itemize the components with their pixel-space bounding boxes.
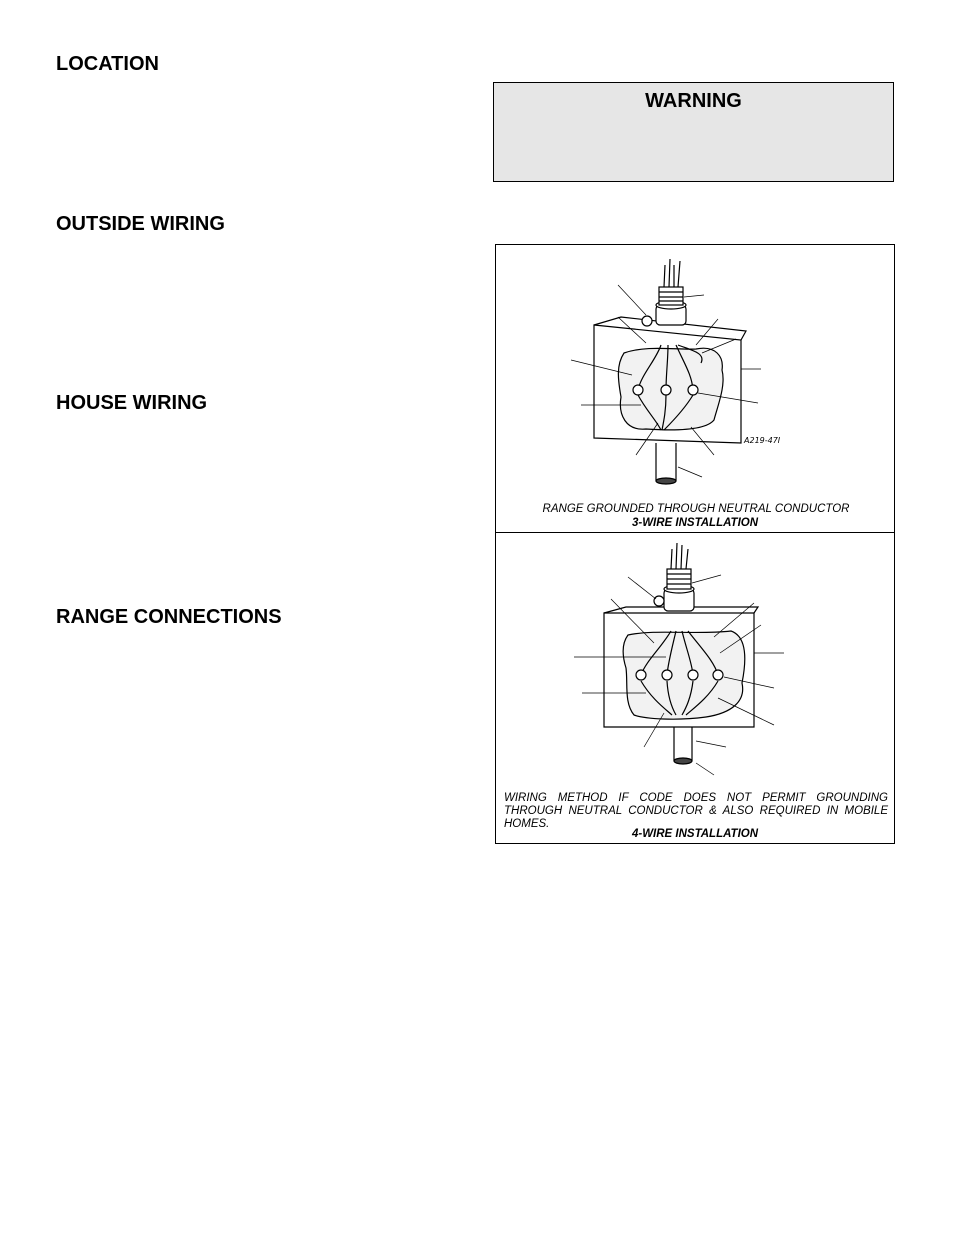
heading-house-wiring: HOUSE WIRING [56,392,208,414]
terminal-block-4-wire-illustration [496,533,894,783]
diagram-4-caption: WIRING METHOD IF CODE DOES NOT PERMIT GROUNDING THROUGH NEUTRAL CONDUCTOR & ALSO REQUIRED IN MOBILE HOMES. [504,792,888,830]
diagram-4-title: 4-WIRE INSTALLATION [631,828,759,840]
figure-ref-code: A219-47I [744,436,781,445]
warning-title: WARNING [645,90,742,112]
heading-outside-wiring: OUTSIDE WIRING [56,213,225,235]
diagram-4-wire [495,532,895,844]
heading-location: LOCATION [56,53,159,75]
diagram-3-title: 3-WIRE INSTALLATION [631,517,759,529]
diagram-3-wire [495,244,895,533]
diagram-3-caption: RANGE GROUNDED THROUGH NEUTRAL CONDUCTOR [542,503,850,515]
heading-range-connections: RANGE CONNECTIONS [56,606,282,628]
warning-box [493,82,894,182]
terminal-block-3-wire-illustration [496,245,894,505]
